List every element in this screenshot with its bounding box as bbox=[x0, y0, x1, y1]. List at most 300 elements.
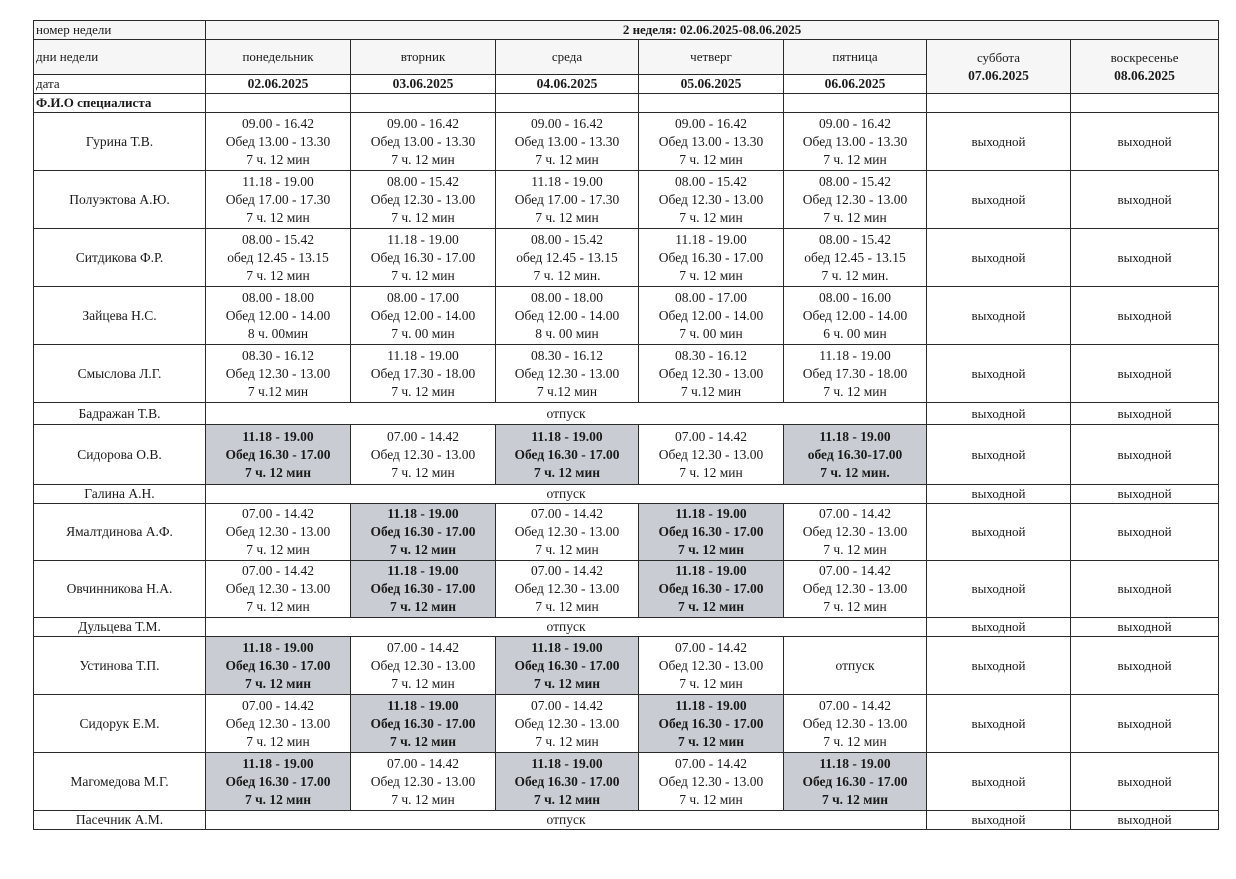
lunch-break: Обед 12.00 - 14.00 bbox=[225, 307, 331, 323]
shift-hours: 07.00 - 14.42 bbox=[242, 563, 314, 578]
day-off-sun: выходной bbox=[1071, 345, 1219, 403]
shift-hours: 08.00 - 15.42 bbox=[819, 231, 891, 247]
shift-duration: 7 ч. 12 мин bbox=[535, 542, 599, 557]
shift-duration: 7 ч. 12 мин bbox=[391, 383, 455, 399]
employee-name: Смыслова Л.Г. bbox=[34, 345, 206, 403]
employee-row bbox=[34, 229, 1219, 287]
shift-hours: 08.00 - 18.00 bbox=[242, 289, 314, 305]
lunch-break: Обед 16.30 - 17.00 bbox=[802, 773, 908, 789]
shift-duration: 7 ч. 00 мин bbox=[391, 325, 455, 341]
shift-hours: 11.18 - 19.00 bbox=[675, 231, 747, 247]
lunch-break: Обед 12.30 - 13.00 bbox=[514, 715, 620, 731]
vacation-status: отпуск bbox=[206, 485, 927, 504]
lunch-break: Обед 12.30 - 13.00 bbox=[370, 773, 476, 789]
vacation-row bbox=[34, 811, 1219, 830]
lunch-break: Обед 16.30 - 17.00 bbox=[514, 773, 620, 789]
lunch-break: Обед 12.30 - 13.00 bbox=[225, 715, 331, 731]
day-off-sat: выходной bbox=[927, 618, 1071, 637]
lunch-break: Обед 12.00 - 14.00 bbox=[514, 307, 620, 323]
day-off-sun: выходной bbox=[1071, 229, 1219, 287]
lunch-break: Обед 17.30 - 18.00 bbox=[370, 365, 476, 381]
shift-cell bbox=[206, 287, 351, 345]
shift-cell bbox=[639, 345, 784, 403]
employee-row bbox=[34, 504, 1219, 561]
shift-duration: 7 ч. 12 мин. bbox=[533, 267, 601, 283]
shift-duration: 7 ч. 12 мин bbox=[679, 464, 743, 480]
shift-cell bbox=[639, 753, 784, 811]
schedule-block-2 bbox=[34, 504, 1219, 618]
lunch-break: обед 12.45 - 13.15 bbox=[227, 249, 329, 265]
shift-duration: 7 ч. 12 мин bbox=[535, 209, 599, 225]
shift-cell bbox=[496, 171, 639, 229]
shift-cell bbox=[496, 637, 639, 695]
employee-name: Бадражан Т.В. bbox=[34, 403, 206, 425]
shift-cell bbox=[496, 287, 639, 345]
employee-name: Пасечник А.М. bbox=[34, 811, 206, 830]
employee-name: Сидорова О.В. bbox=[34, 425, 206, 485]
shift-cell bbox=[206, 637, 351, 695]
schedule-block-sidorova bbox=[34, 425, 1219, 485]
shift-duration: 7 ч. 12 мин bbox=[246, 542, 310, 557]
shift-hours: 07.00 - 14.42 bbox=[387, 428, 459, 444]
shift-hours: 09.00 - 16.42 bbox=[819, 115, 891, 131]
day-off-sat: выходной bbox=[927, 695, 1071, 753]
shift-cell bbox=[351, 637, 496, 695]
shift-cell bbox=[639, 287, 784, 345]
shift-cell bbox=[784, 753, 927, 811]
day-off-sun: выходной bbox=[1071, 425, 1219, 485]
week-number-value: 2 неделя: 02.06.2025-08.06.2025 bbox=[206, 21, 1219, 40]
shift-hours: 11.18 - 19.00 bbox=[531, 173, 603, 189]
employee-row bbox=[34, 561, 1219, 618]
shift-duration: 7 ч. 12 мин bbox=[391, 464, 455, 480]
shift-cell bbox=[206, 229, 351, 287]
lunch-break: Обед 16.30 - 17.00 bbox=[370, 524, 476, 539]
shift-cell bbox=[496, 345, 639, 403]
shift-duration: 7 ч. 12 мин bbox=[533, 791, 601, 807]
day-off-sat: выходной bbox=[927, 811, 1071, 830]
employee-row bbox=[34, 637, 1219, 695]
day-header-sat bbox=[927, 40, 1071, 94]
shift-cell bbox=[784, 113, 927, 171]
lunch-break: Обед 13.00 - 13.30 bbox=[802, 133, 908, 149]
shift-hours: 11.18 - 19.00 bbox=[675, 697, 747, 713]
shift-hours: 11.18 - 19.00 bbox=[242, 639, 314, 655]
shift-hours: 11.18 - 19.00 bbox=[531, 755, 603, 771]
lunch-break: Обед 16.30 - 17.00 bbox=[658, 715, 764, 731]
shift-duration: 7 ч. 12 мин bbox=[677, 733, 745, 749]
shift-hours: 11.18 - 19.00 bbox=[242, 428, 314, 444]
shift-cell bbox=[351, 345, 496, 403]
shift-cell bbox=[639, 113, 784, 171]
shift-hours: 11.18 - 19.00 bbox=[531, 639, 603, 655]
shift-hours: 08.00 - 17.00 bbox=[387, 289, 459, 305]
shift-duration: 7 ч. 12 мин bbox=[533, 675, 601, 691]
lunch-break: Обед 12.30 - 13.00 bbox=[802, 524, 908, 539]
shift-hours: 11.18 - 19.00 bbox=[387, 347, 459, 363]
day-off-sun: выходной bbox=[1071, 753, 1219, 811]
weekdays-label: дни недели bbox=[34, 40, 206, 75]
shift-hours: 11.18 - 19.00 bbox=[819, 347, 891, 363]
lunch-break: Обед 12.30 - 13.00 bbox=[802, 581, 908, 596]
day-header-tue: вторник bbox=[351, 40, 496, 75]
shift-hours: 08.30 - 16.12 bbox=[675, 347, 747, 363]
day-off-sat: выходной bbox=[927, 345, 1071, 403]
lunch-break: Обед 12.30 - 13.00 bbox=[658, 365, 764, 381]
shift-duration: 7 ч. 12 мин bbox=[823, 599, 887, 614]
lunch-break: Обед 17.00 - 17.30 bbox=[514, 191, 620, 207]
vacation-status: отпуск bbox=[206, 403, 927, 425]
shift-duration: 7 ч. 12 мин bbox=[679, 791, 743, 807]
shift-hours: 08.00 - 15.42 bbox=[819, 173, 891, 189]
vacation-status: отпуск bbox=[206, 811, 927, 830]
shift-hours: 09.00 - 16.42 bbox=[531, 115, 603, 131]
shift-cell bbox=[351, 113, 496, 171]
shift-duration: 7 ч. 12 мин bbox=[533, 464, 601, 480]
shift-duration: 7 ч. 12 мин bbox=[391, 209, 455, 225]
shift-hours: 07.00 - 14.42 bbox=[531, 506, 603, 521]
shift-hours: 07.00 - 14.42 bbox=[531, 697, 603, 713]
shift-cell bbox=[784, 345, 927, 403]
day-off-sun: выходной bbox=[1071, 504, 1219, 561]
shift-cell bbox=[496, 425, 639, 485]
day-off-sat: выходной bbox=[927, 287, 1071, 345]
lunch-break: Обед 12.30 - 13.00 bbox=[658, 773, 764, 789]
date-label: дата bbox=[34, 75, 206, 94]
shift-cell bbox=[206, 113, 351, 171]
day-header-sun bbox=[1071, 40, 1219, 94]
date-sat: 07.06.2025 bbox=[968, 67, 1029, 83]
day-off-sat: выходной bbox=[927, 403, 1071, 425]
shift-cell bbox=[784, 561, 927, 618]
lunch-break: Обед 13.00 - 13.30 bbox=[658, 133, 764, 149]
shift-duration: 7 ч. 12 мин bbox=[679, 267, 743, 283]
shift-duration: 7 ч. 12 мин bbox=[391, 151, 455, 167]
date-tue: 03.06.2025 bbox=[351, 75, 496, 94]
day-off-sun: выходной bbox=[1071, 561, 1219, 618]
lunch-break: Обед 16.30 - 17.00 bbox=[225, 446, 331, 462]
lunch-break: Обед 12.30 - 13.00 bbox=[370, 446, 476, 462]
shift-cell bbox=[206, 753, 351, 811]
shift-duration: 7 ч. 12 мин bbox=[823, 151, 887, 167]
shift-hours: 09.00 - 16.42 bbox=[387, 115, 459, 131]
shift-duration: 7 ч. 12 мин bbox=[389, 542, 457, 557]
lunch-break: Обед 12.00 - 14.00 bbox=[802, 307, 908, 323]
shift-hours: 07.00 - 14.42 bbox=[531, 563, 603, 578]
lunch-break: Обед 16.30 - 17.00 bbox=[658, 581, 764, 596]
shift-cell bbox=[639, 561, 784, 618]
shift-cell bbox=[784, 171, 927, 229]
shift-hours: 07.00 - 14.42 bbox=[675, 639, 747, 655]
day-header-wed: среда bbox=[496, 40, 639, 75]
shift-cell bbox=[784, 425, 927, 485]
shift-hours: 11.18 - 19.00 bbox=[242, 173, 314, 189]
day-off-sat: выходной bbox=[927, 171, 1071, 229]
lunch-break: Обед 12.30 - 13.00 bbox=[225, 581, 331, 596]
vacation-row bbox=[34, 485, 1219, 504]
shift-hours: 07.00 - 14.42 bbox=[387, 755, 459, 771]
shift-hours: 11.18 - 19.00 bbox=[675, 563, 747, 578]
shift-cell bbox=[639, 504, 784, 561]
lunch-break: Обед 16.30 - 17.00 bbox=[225, 657, 331, 673]
shift-cell bbox=[206, 695, 351, 753]
shift-hours: 08.00 - 15.42 bbox=[242, 231, 314, 247]
date-thu: 05.06.2025 bbox=[639, 75, 784, 94]
shift-duration: 7 ч. 12 мин bbox=[821, 791, 889, 807]
schedule-block-3 bbox=[34, 695, 1219, 811]
employee-name: Дульцева Т.М. bbox=[34, 618, 206, 637]
shift-hours: 08.00 - 15.42 bbox=[531, 231, 603, 247]
shift-duration: 7 ч. 12 мин bbox=[535, 599, 599, 614]
shift-cell bbox=[639, 229, 784, 287]
day-off-sat: выходной bbox=[927, 425, 1071, 485]
shift-duration: 7 ч. 12 мин bbox=[677, 542, 745, 557]
shift-cell bbox=[784, 287, 927, 345]
lunch-break: Обед 13.00 - 13.30 bbox=[514, 133, 620, 149]
lunch-break: Обед 12.30 - 13.00 bbox=[225, 524, 331, 539]
shift-cell bbox=[206, 561, 351, 618]
shift-cell bbox=[784, 229, 927, 287]
shift-duration: 7 ч. 12 мин bbox=[391, 791, 455, 807]
lunch-break: Обед 12.30 - 13.00 bbox=[514, 524, 620, 539]
shift-hours: 11.18 - 19.00 bbox=[531, 428, 603, 444]
shift-cell bbox=[496, 753, 639, 811]
shift-duration: 7 ч. 12 мин bbox=[679, 151, 743, 167]
shift-duration: 7 ч. 12 мин bbox=[535, 151, 599, 167]
date-fri: 06.06.2025 bbox=[784, 75, 927, 94]
lunch-break: Обед 16.30 - 17.00 bbox=[370, 581, 476, 596]
shift-cell bbox=[351, 287, 496, 345]
shift-hours: 11.18 - 19.00 bbox=[242, 755, 314, 771]
shift-duration: 8 ч. 00мин bbox=[247, 325, 309, 341]
lunch-break: Обед 12.30 - 13.00 bbox=[370, 657, 476, 673]
shift-hours: 07.00 - 14.42 bbox=[675, 428, 747, 444]
lunch-break: Обед 16.30 - 17.00 bbox=[370, 715, 476, 731]
shift-cell bbox=[351, 504, 496, 561]
lunch-break: Обед 12.30 - 13.00 bbox=[370, 191, 476, 207]
day-header-mon: понедельник bbox=[206, 40, 351, 75]
shift-duration: 7 ч. 12 мин bbox=[823, 733, 887, 749]
day-off-sat: выходной bbox=[927, 753, 1071, 811]
shift-duration: 7 ч. 12 мин bbox=[246, 599, 310, 614]
lunch-break: Обед 17.30 - 18.00 bbox=[802, 365, 908, 381]
schedule-block-1 bbox=[34, 113, 1219, 403]
shift-hours: 07.00 - 14.42 bbox=[819, 563, 891, 578]
shift-duration: 6 ч. 00 мин bbox=[823, 325, 887, 341]
lunch-break: Обед 12.30 - 13.00 bbox=[514, 365, 620, 381]
lunch-break: обед 12.45 - 13.15 bbox=[516, 249, 618, 265]
day-header-thu: четверг bbox=[639, 40, 784, 75]
day-header-sun-name: воскресенье bbox=[1110, 49, 1179, 65]
day-off-sat: выходной bbox=[927, 229, 1071, 287]
shift-cell bbox=[496, 695, 639, 753]
employee-name: Ямалтдинова А.Ф. bbox=[34, 504, 206, 561]
lunch-break: Обед 16.30 - 17.00 bbox=[370, 249, 476, 265]
shift-hours: 07.00 - 14.42 bbox=[819, 506, 891, 521]
shift-hours: 08.00 - 15.42 bbox=[675, 173, 747, 189]
shift-cell bbox=[496, 561, 639, 618]
shift-cell bbox=[496, 229, 639, 287]
fio-label: Ф.И.О специалиста bbox=[34, 94, 206, 113]
shift-duration: 7 ч. 12 мин bbox=[246, 267, 310, 283]
lunch-break: Обед 16.30 - 17.00 bbox=[514, 657, 620, 673]
lunch-break: Обед 16.30 - 17.00 bbox=[514, 446, 620, 462]
shift-hours: 07.00 - 14.42 bbox=[675, 755, 747, 771]
shift-cell bbox=[351, 753, 496, 811]
lunch-break: обед 16.30-17.00 bbox=[807, 446, 903, 462]
shift-duration: 7 ч.12 мин bbox=[680, 383, 742, 399]
shift-duration: 7 ч. 12 мин bbox=[244, 675, 312, 691]
day-off-sat: выходной bbox=[927, 485, 1071, 504]
vacation-row bbox=[34, 618, 1219, 637]
day-off-sun: выходной bbox=[1071, 695, 1219, 753]
employee-row bbox=[34, 695, 1219, 753]
date-wed: 04.06.2025 bbox=[496, 75, 639, 94]
shift-cell bbox=[639, 425, 784, 485]
vacation-status: отпуск bbox=[206, 618, 927, 637]
shift-duration: 7 ч. 12 мин bbox=[391, 267, 455, 283]
lunch-break: Обед 16.30 - 17.00 bbox=[658, 249, 764, 265]
shift-hours: 08.00 - 18.00 bbox=[531, 289, 603, 305]
shift-duration: 7 ч. 12 мин bbox=[535, 733, 599, 749]
employee-row bbox=[34, 113, 1219, 171]
schedule-sheet bbox=[33, 20, 1218, 830]
employee-row bbox=[34, 287, 1219, 345]
shift-duration: 7 ч. 12 мин bbox=[823, 542, 887, 557]
day-off-sun: выходной bbox=[1071, 637, 1219, 695]
day-off-sun: выходной bbox=[1071, 403, 1219, 425]
shift-hours: 11.18 - 19.00 bbox=[387, 697, 459, 713]
shift-cell bbox=[206, 425, 351, 485]
shift-hours: 11.18 - 19.00 bbox=[819, 755, 891, 771]
shift-hours: 08.00 - 17.00 bbox=[675, 289, 747, 305]
lunch-break: Обед 12.30 - 13.00 bbox=[658, 657, 764, 673]
shift-cell bbox=[351, 425, 496, 485]
employee-name: Ситдикова Ф.Р. bbox=[34, 229, 206, 287]
shift-cell bbox=[639, 637, 784, 695]
vacation-row bbox=[34, 403, 1219, 425]
employee-name: Сидорук Е.М. bbox=[34, 695, 206, 753]
shift-cell bbox=[784, 695, 927, 753]
day-off-sun: выходной bbox=[1071, 171, 1219, 229]
lunch-break: Обед 13.00 - 13.30 bbox=[370, 133, 476, 149]
shift-hours: 07.00 - 14.42 bbox=[819, 697, 891, 713]
shift-hours: 11.18 - 19.00 bbox=[387, 563, 459, 578]
date-mon: 02.06.2025 bbox=[206, 75, 351, 94]
day-off-sun: выходной bbox=[1071, 485, 1219, 504]
lunch-break: обед 12.45 - 13.15 bbox=[804, 249, 906, 265]
shift-hours: 11.18 - 19.00 bbox=[387, 506, 459, 521]
shift-cell bbox=[351, 695, 496, 753]
shift-cell bbox=[351, 561, 496, 618]
lunch-break: Обед 12.30 - 13.00 bbox=[802, 715, 908, 731]
shift-cell bbox=[351, 171, 496, 229]
employee-name: Полуэктова А.Ю. bbox=[34, 171, 206, 229]
schedule-block-ustinova bbox=[34, 637, 1219, 695]
day-off-sat: выходной bbox=[927, 637, 1071, 695]
shift-duration: 7 ч. 12 мин bbox=[389, 733, 457, 749]
employee-name: Гурина Т.В. bbox=[34, 113, 206, 171]
day-off-sun: выходной bbox=[1071, 618, 1219, 637]
employee-row bbox=[34, 425, 1219, 485]
lunch-break: Обед 13.00 - 13.30 bbox=[225, 133, 331, 149]
day-off-sun: выходной bbox=[1071, 811, 1219, 830]
employee-name: Зайцева Н.С. bbox=[34, 287, 206, 345]
shift-hours: 09.00 - 16.42 bbox=[675, 115, 747, 131]
day-off-sat: выходной bbox=[927, 561, 1071, 618]
employee-row bbox=[34, 753, 1219, 811]
shift-hours: 09.00 - 16.42 bbox=[242, 115, 314, 131]
lunch-break: Обед 12.30 - 13.00 bbox=[658, 191, 764, 207]
shift-cell bbox=[206, 345, 351, 403]
day-off-sun: выходной bbox=[1071, 113, 1219, 171]
shift-duration: 8 ч. 00 мин bbox=[535, 325, 599, 341]
employee-name: Устинова Т.П. bbox=[34, 637, 206, 695]
shift-duration: 7 ч. 12 мин bbox=[389, 599, 457, 614]
shift-duration: 7 ч.12 мин bbox=[247, 383, 309, 399]
shift-duration: 7 ч. 12 мин bbox=[677, 599, 745, 614]
employee-name: Галина А.Н. bbox=[34, 485, 206, 504]
lunch-break: Обед 16.30 - 17.00 bbox=[658, 524, 764, 539]
shift-duration: 7 ч. 12 мин. bbox=[820, 464, 890, 480]
shift-duration: 7 ч. 12 мин. bbox=[821, 267, 889, 283]
day-header-fri: пятница bbox=[784, 40, 927, 75]
shift-cell bbox=[206, 504, 351, 561]
day-header-sat-name: суббота bbox=[976, 49, 1021, 65]
employee-row bbox=[34, 171, 1219, 229]
lunch-break: Обед 12.00 - 14.00 bbox=[658, 307, 764, 323]
shift-cell bbox=[206, 171, 351, 229]
shift-cell bbox=[496, 504, 639, 561]
vacation-status: отпуск bbox=[784, 637, 927, 695]
shift-duration: 7 ч. 12 мин bbox=[246, 733, 310, 749]
shift-hours: 08.00 - 16.00 bbox=[819, 289, 891, 305]
shift-cell bbox=[639, 695, 784, 753]
day-off-sun: выходной bbox=[1071, 287, 1219, 345]
date-sun: 08.06.2025 bbox=[1114, 67, 1175, 83]
shift-cell bbox=[784, 504, 927, 561]
lunch-break: Обед 12.30 - 13.00 bbox=[802, 191, 908, 207]
lunch-break: Обед 12.00 - 14.00 bbox=[370, 307, 476, 323]
shift-cell bbox=[639, 171, 784, 229]
shift-duration: 7 ч.12 мин bbox=[536, 383, 598, 399]
shift-duration: 7 ч. 12 мин bbox=[823, 383, 887, 399]
shift-duration: 7 ч. 12 мин bbox=[391, 675, 455, 691]
shift-duration: 7 ч. 12 мин bbox=[823, 209, 887, 225]
shift-hours: 11.18 - 19.00 bbox=[819, 428, 891, 444]
shift-hours: 07.00 - 14.42 bbox=[242, 506, 314, 521]
shift-cell bbox=[351, 229, 496, 287]
shift-duration: 7 ч. 12 мин bbox=[679, 209, 743, 225]
lunch-break: Обед 17.00 - 17.30 bbox=[225, 191, 331, 207]
lunch-break: Обед 12.30 - 13.00 bbox=[514, 581, 620, 596]
shift-cell bbox=[496, 113, 639, 171]
employee-row bbox=[34, 345, 1219, 403]
schedule-table bbox=[33, 20, 1219, 830]
shift-hours: 07.00 - 14.42 bbox=[242, 697, 314, 713]
shift-duration: 7 ч. 12 мин bbox=[679, 675, 743, 691]
shift-hours: 08.00 - 15.42 bbox=[387, 173, 459, 189]
day-off-sat: выходной bbox=[927, 504, 1071, 561]
lunch-break: Обед 12.30 - 13.00 bbox=[658, 446, 764, 462]
day-off-sat: выходной bbox=[927, 113, 1071, 171]
shift-duration: 7 ч. 00 мин bbox=[679, 325, 743, 341]
shift-duration: 7 ч. 12 мин bbox=[246, 151, 310, 167]
lunch-break: Обед 16.30 - 17.00 bbox=[225, 773, 331, 789]
shift-hours: 11.18 - 19.00 bbox=[675, 506, 747, 521]
shift-hours: 07.00 - 14.42 bbox=[387, 639, 459, 655]
lunch-break: Обед 12.30 - 13.00 bbox=[225, 365, 331, 381]
